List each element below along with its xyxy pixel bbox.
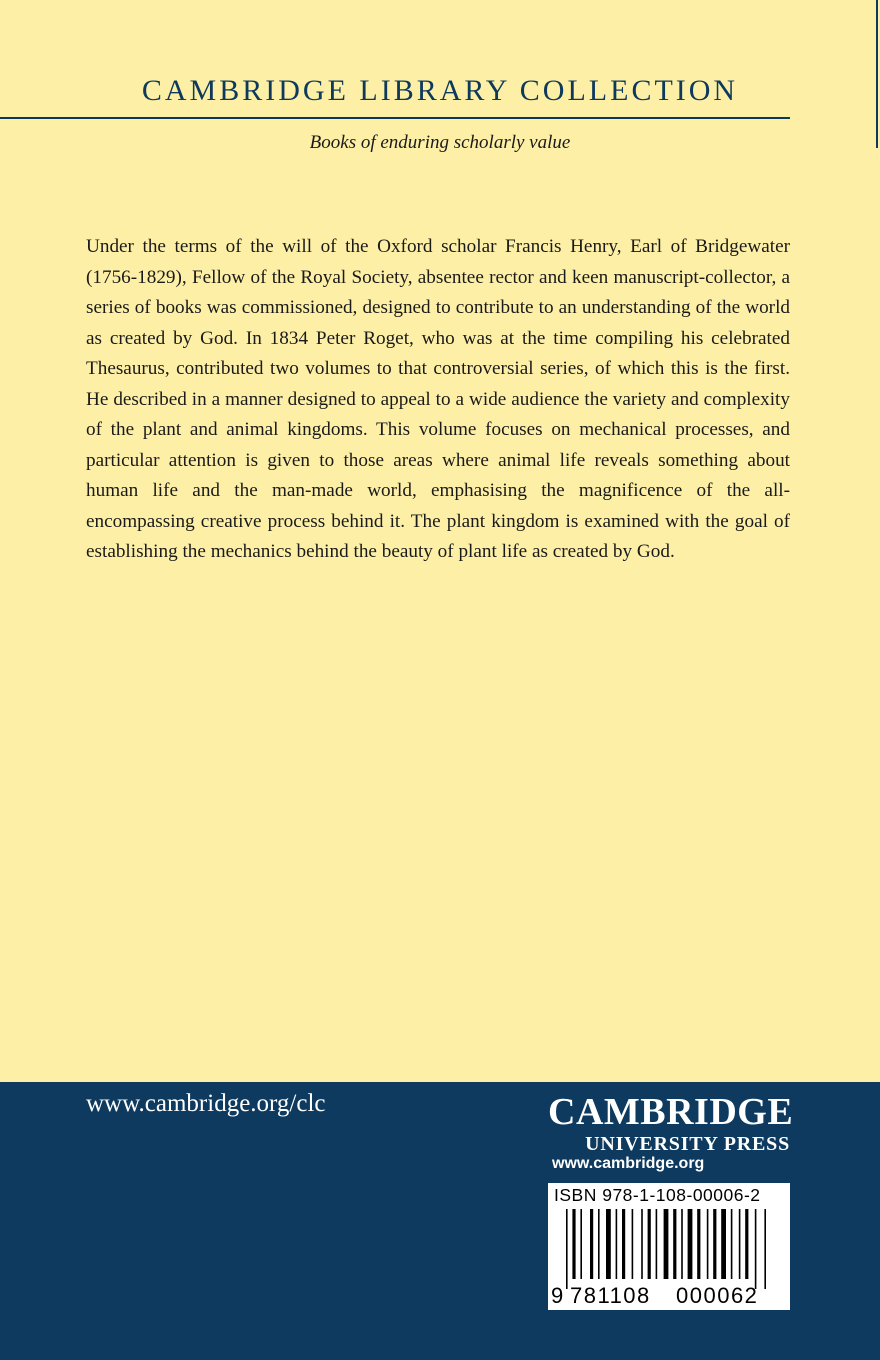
- ean-left-digits: 781108: [570, 1283, 651, 1308]
- barcode-bar: [664, 1209, 669, 1279]
- barcode-bar: [572, 1209, 575, 1279]
- ean-lead-digit: 9: [551, 1283, 564, 1308]
- barcode-bar: [707, 1209, 709, 1279]
- barcode-bar: [648, 1209, 651, 1279]
- barcode-bar: [622, 1209, 625, 1279]
- publisher-subname: UNIVERSITY PRESS: [585, 1133, 790, 1155]
- book-description: Under the terms of the will of the Oxford scholar Francis Henry, Earl of Bridgewater (1756-1829), Fellow of the Royal Society, absentee rector and keen manuscript-collector, a series of books was commissioned, designed to contribute to an understanding of the world as created by God. In 1834 Peter Roget, who was at the time compiling his celebrated Thesaurus, contributed two volumes to that controversial series, of which this is the first. He described in a manner designed to appeal to a wide audience the variety and complexity of the plant and animal kingdoms. This volume focuses on mechanical processes, and particular attention is given to those areas where animal life reveals something about human life and the man-made world, emphasising the magnificence of the all-encompassing creative process behind it. The plant kingdom is examined with the goal of establishing the mechanics behind the beauty of plant life as created by God.: [86, 236, 790, 562]
- publisher-url-link[interactable]: www.cambridge.org: [552, 1155, 705, 1172]
- barcode-bar: [566, 1209, 568, 1289]
- barcode-bar: [713, 1209, 716, 1279]
- barcode-bar: [697, 1209, 700, 1279]
- series-title: CAMBRIDGE LIBRARY COLLECTION: [141, 74, 739, 107]
- barcode-bar: [641, 1209, 643, 1279]
- barcode-bar: [681, 1209, 683, 1279]
- publisher-logo: [548, 1091, 794, 1156]
- barcode-bar: [755, 1209, 757, 1289]
- barcode-bar: [688, 1209, 693, 1279]
- barcode-bar: [598, 1209, 600, 1279]
- series-tagline: Books of enduring scholarly value: [309, 132, 571, 153]
- series-url-link[interactable]: www.cambridge.org/clc: [86, 1090, 326, 1117]
- barcode-bar: [606, 1209, 611, 1279]
- isbn-barcode-block: [548, 1183, 790, 1310]
- barcode-bar: [656, 1209, 658, 1279]
- barcode-bar: [580, 1209, 582, 1279]
- barcode-bar: [673, 1209, 676, 1279]
- ean-right-digits: 000062: [676, 1283, 759, 1308]
- barcode-bar: [739, 1209, 741, 1279]
- barcode-bar: [745, 1209, 748, 1279]
- publisher-name: CAMBRIDGE: [548, 1091, 794, 1133]
- barcode-bar: [632, 1209, 634, 1279]
- barcode-bar: [590, 1209, 593, 1279]
- barcode-bar: [616, 1209, 618, 1279]
- barcode-bar: [721, 1209, 726, 1279]
- header-divider: [0, 117, 790, 119]
- barcode-bar: [764, 1209, 766, 1289]
- barcode-icon: [552, 1209, 786, 1289]
- barcode-bar: [731, 1209, 733, 1279]
- isbn-label: ISBN 978-1-108-00006-2: [554, 1185, 761, 1205]
